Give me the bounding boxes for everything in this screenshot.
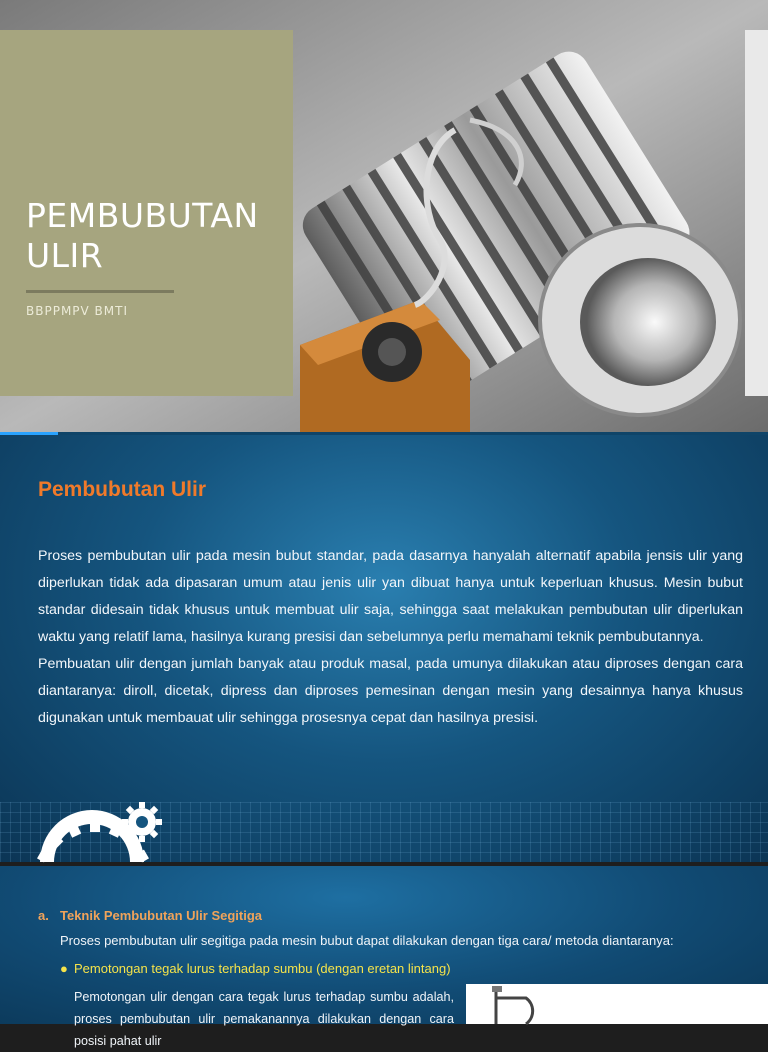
gear-icon bbox=[30, 800, 170, 862]
section-body bbox=[38, 543, 743, 732]
subsection-title: Teknik Pembubutan Ulir Segitiga bbox=[60, 908, 263, 923]
content-slide-teknik-ulir-segitiga bbox=[0, 866, 768, 1048]
title-line-2: ULIR bbox=[26, 235, 104, 275]
subsection-heading bbox=[38, 908, 262, 923]
content-slide-pembubutan-ulir bbox=[0, 432, 768, 862]
subsection-paragraph: Pemotongan ulir dengan cara tegak lurus terhadap sumbu adalah, proses pembubutan ulir pemakanannya dilakukan dengan cara posisi pahat ulir bbox=[74, 990, 454, 1048]
title-line-1: PEMBUBUTAN bbox=[26, 196, 259, 235]
title-divider bbox=[26, 290, 174, 293]
bullet-icon: ● bbox=[60, 961, 68, 976]
section-heading: Pembubutan Ulir bbox=[38, 478, 207, 501]
subsection-number: a. bbox=[38, 908, 49, 923]
slide-top-border bbox=[0, 432, 768, 435]
slide-subtitle: BBPPMPV BMTI bbox=[26, 304, 129, 318]
tool-diagram-icon bbox=[466, 984, 768, 1024]
paragraph-2: Pembuatan ulir dengan jumlah banyak atau produk masal, pada umunya dilakukan atau diproses dengan cara diantaranya: diroll, dicetak, dipress dan diproses pemesinan dengan mesin yang desainnya hanya khusus digunakan untuk membauat ulir sehingga prosesnya cepat dan hasilnya presisi. bbox=[38, 656, 743, 726]
bullet-item bbox=[60, 961, 451, 976]
slide-title bbox=[26, 196, 286, 275]
progress-accent bbox=[0, 432, 58, 435]
subsection-intro: Proses pembubutan ulir segitiga pada mesin bubut dapat dilakukan dengan tiga cara/ metoda diantaranya: bbox=[60, 933, 674, 948]
bullet-text: Pemotongan tegak lurus terhadap sumbu (dengan eretan lintang) bbox=[74, 961, 451, 976]
thread-cutting-figure bbox=[466, 984, 768, 1024]
title-slide bbox=[0, 0, 768, 432]
right-accent-panel bbox=[745, 30, 768, 396]
paragraph-1: Proses pembubutan ulir pada mesin bubut standar, pada dasarnya hanyalah alternatif apabila jensis ulir yang diperlukan tidak ada dipasaran umum atau jenis ulir yan dibuat hanya untuk keperluan khusus. Mesin bubut standar didesain tidak khusus untuk membuat ulir saja, sehingga saat melakukan pembubutan ulir diperlukan waktu yang relatif lama, hasilnya kurang presisi dan sebelumnya perlu memahami teknik pembubutannya. bbox=[38, 548, 743, 645]
